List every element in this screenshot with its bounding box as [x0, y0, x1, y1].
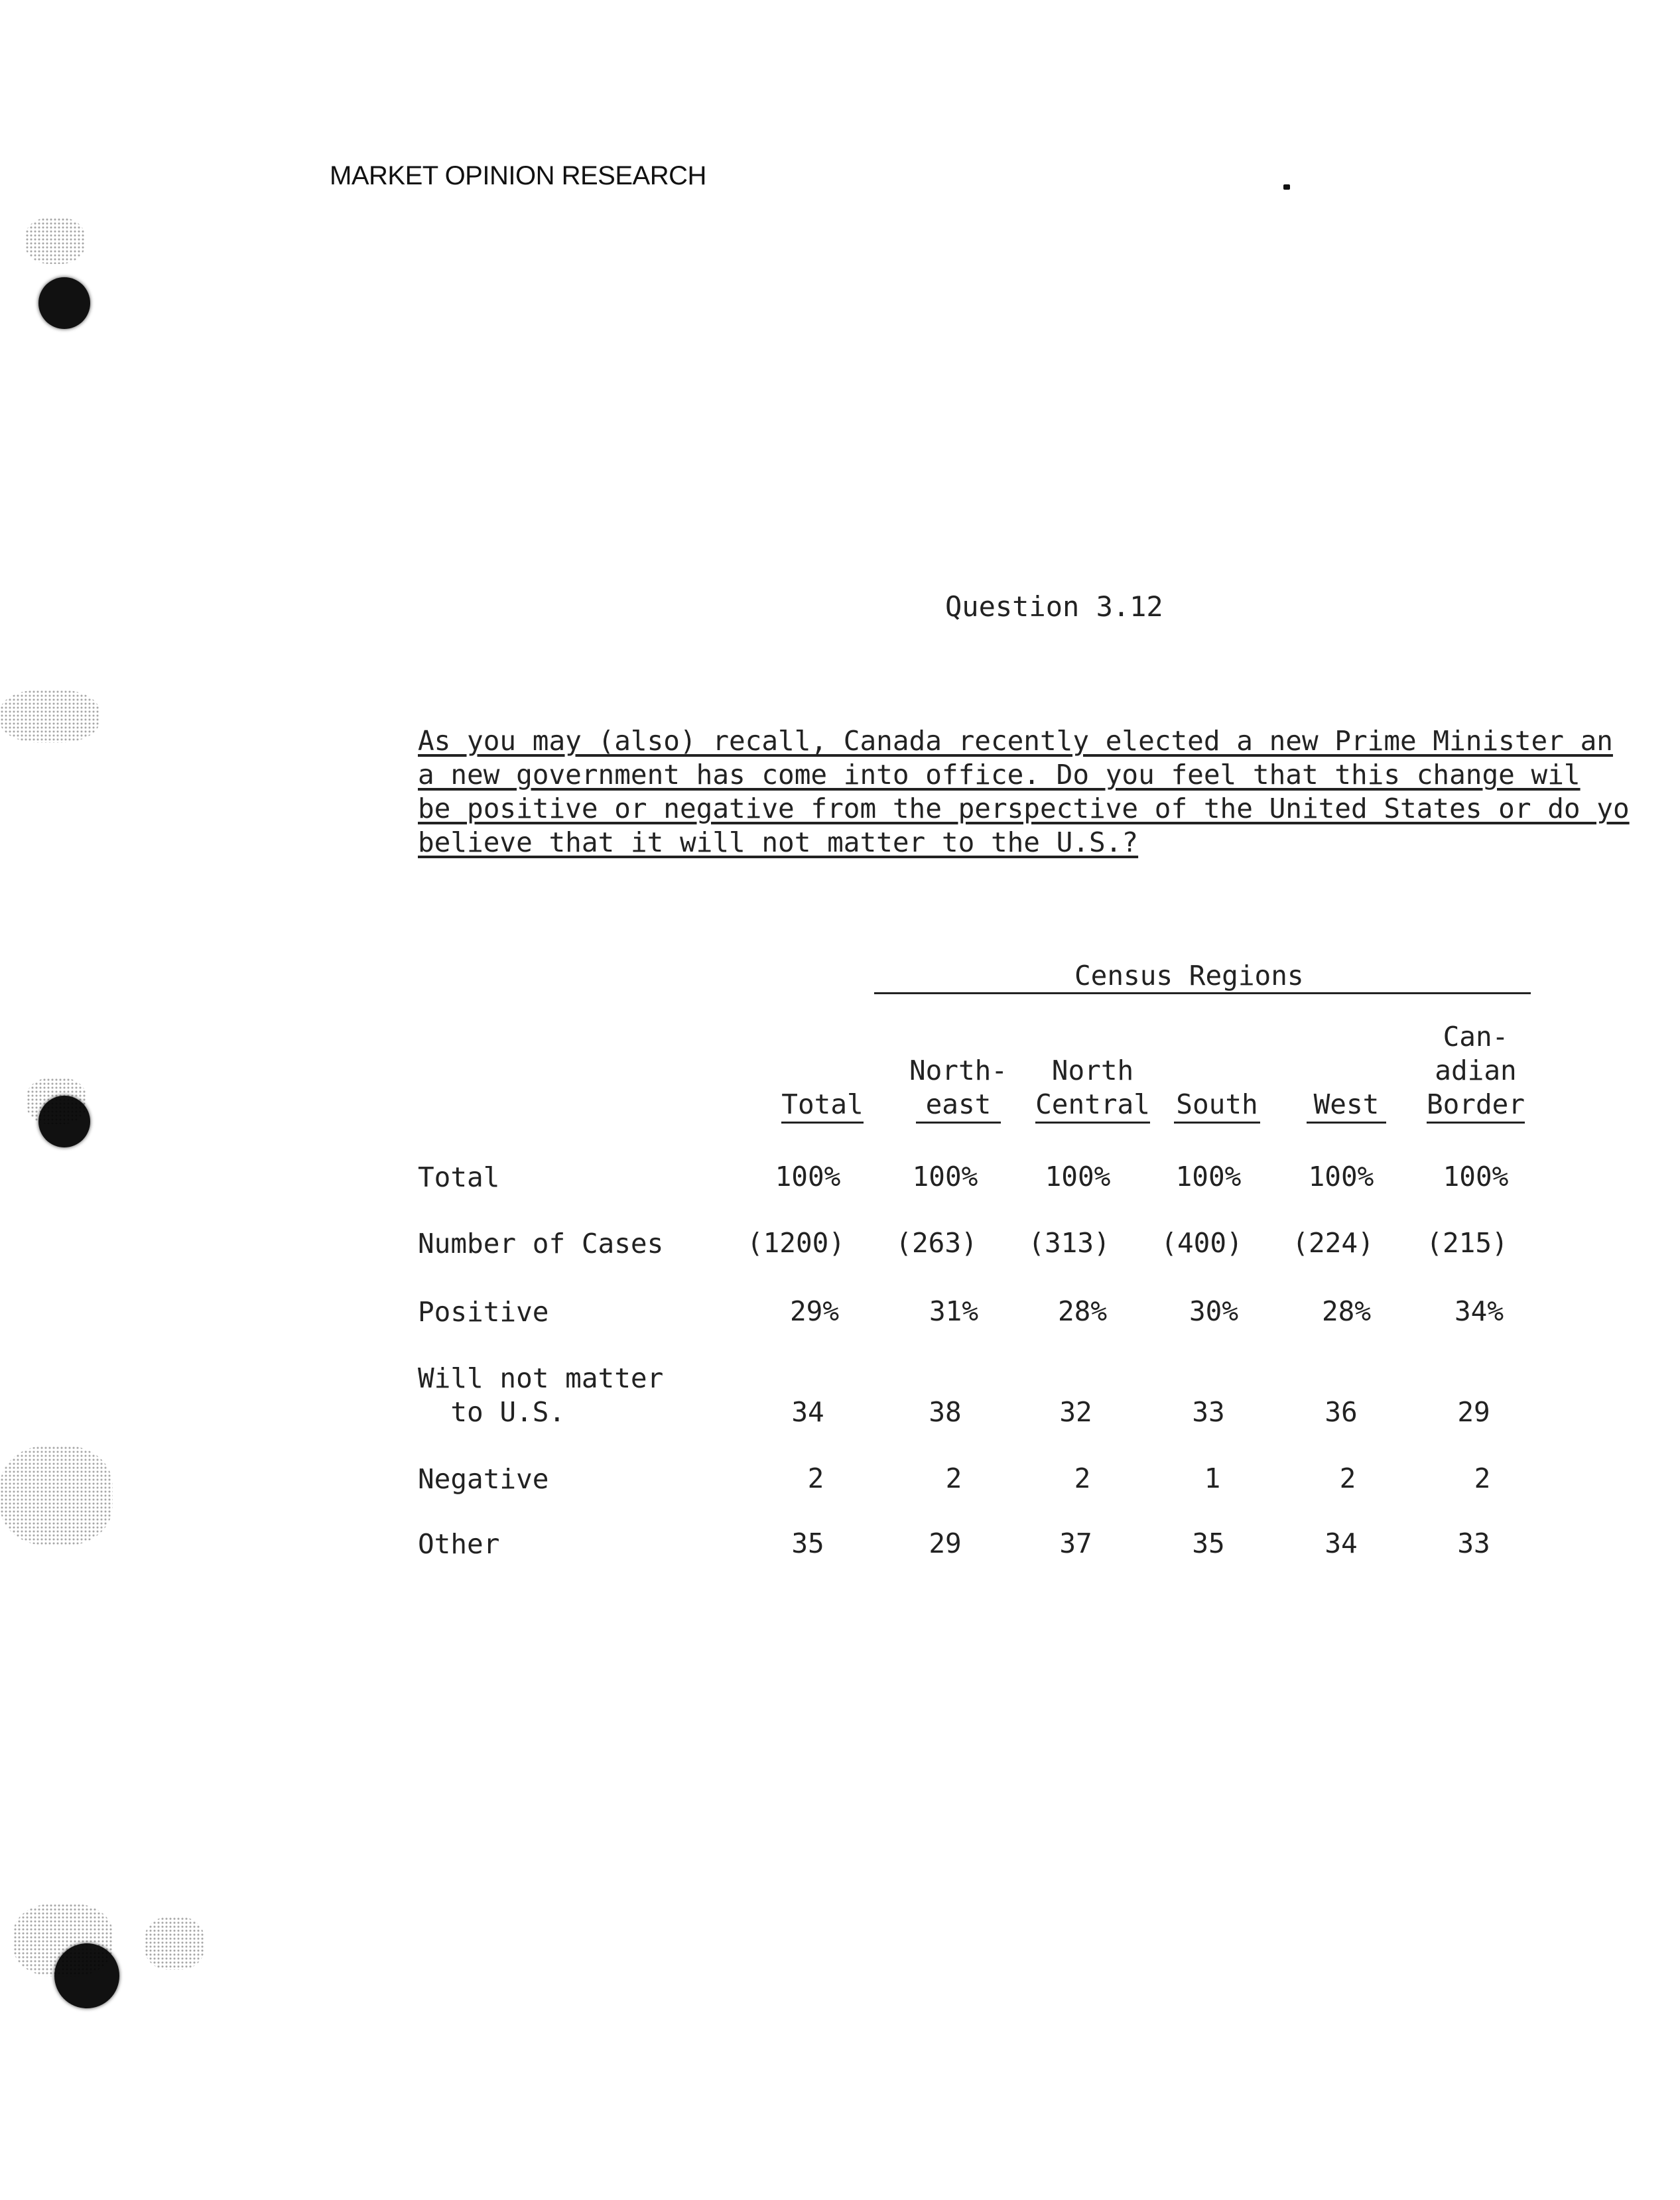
column-header-line: South: [1174, 1088, 1260, 1124]
company-header: MARKET OPINION RESEARCH: [330, 161, 706, 190]
column-header-south: [1151, 1088, 1283, 1124]
table-cell: 28%: [1321, 1295, 1372, 1327]
table-cell: 100%: [912, 1161, 978, 1193]
question-title: Question 3.12: [945, 590, 1163, 623]
row-label-will-not-matter: Will not matter to U.S.: [418, 1362, 664, 1428]
table-cell: 34%: [1454, 1295, 1504, 1327]
census-regions-rule: [874, 992, 1531, 994]
table-cell: 100%: [1308, 1161, 1374, 1193]
table-cell: 28%: [1057, 1295, 1108, 1327]
row-label-negative: Negative: [418, 1463, 549, 1495]
table-cell: 2: [945, 1462, 962, 1494]
scan-noise: [13, 1904, 113, 1976]
column-header-line: Central: [1035, 1088, 1150, 1124]
column-header-line: West: [1307, 1088, 1386, 1124]
table-cell: 30%: [1189, 1295, 1239, 1327]
table-cell: 2: [1474, 1462, 1491, 1494]
scan-speck: [1283, 184, 1290, 190]
table-cell: 34: [791, 1396, 824, 1428]
table-cell: 33: [1192, 1396, 1225, 1428]
table-cell: 100%: [775, 1161, 841, 1193]
scan-speck: [38, 277, 90, 329]
census-regions-header: Census Regions: [1074, 960, 1304, 992]
question-line: a new government has come into office. Do you feel that this change wil: [418, 759, 1581, 791]
table-cell: (224): [1292, 1227, 1374, 1259]
table-cell: 33: [1457, 1527, 1490, 1559]
column-header-north-central: [1021, 1054, 1164, 1124]
table-cell: 100%: [1443, 1161, 1509, 1193]
row-label-total: Total: [418, 1161, 500, 1193]
table-cell: (1200): [746, 1227, 846, 1259]
table-cell: (263): [895, 1227, 978, 1259]
table-cell: 35: [1192, 1527, 1225, 1559]
column-header-canadian-border: [1409, 1020, 1542, 1124]
table-cell: 29%: [789, 1295, 840, 1327]
table-cell: 34: [1325, 1527, 1358, 1559]
scan-noise: [27, 1078, 86, 1124]
scan-noise: [0, 1446, 113, 1545]
row-label-number-of-cases: Number of Cases: [418, 1228, 664, 1260]
column-header-line: North: [1051, 1055, 1134, 1086]
column-header-line: North-: [909, 1055, 1008, 1086]
column-header-total: [756, 1088, 889, 1124]
question-text: [418, 724, 1630, 860]
table-cell: 32: [1059, 1396, 1092, 1428]
scan-noise: [145, 1917, 204, 1970]
scan-noise: [0, 690, 99, 743]
column-header-west: [1280, 1088, 1413, 1124]
table-cell: (215): [1426, 1227, 1508, 1259]
table-cell: 36: [1325, 1396, 1358, 1428]
table-cell: 35: [791, 1527, 824, 1559]
question-line: As you may (also) recall, Canada recently elected a new Prime Minister an: [418, 725, 1613, 757]
column-header-line: Border: [1427, 1088, 1525, 1124]
row-label-positive: Positive: [418, 1296, 549, 1328]
question-line: be positive or negative from the perspective of the United States or do yo: [418, 793, 1630, 824]
column-header-northeast: [892, 1054, 1025, 1124]
table-cell: 37: [1059, 1527, 1092, 1559]
table-cell: 1: [1204, 1462, 1221, 1494]
table-cell: 100%: [1045, 1161, 1111, 1193]
table-cell: 38: [929, 1396, 962, 1428]
scan-noise: [25, 218, 85, 264]
table-cell: 100%: [1175, 1161, 1242, 1193]
table-cell: 31%: [929, 1295, 979, 1327]
table-cell: (400): [1161, 1227, 1243, 1259]
row-label-other: Other: [418, 1528, 500, 1560]
table-cell: (313): [1028, 1227, 1110, 1259]
column-header-line: east: [916, 1088, 1001, 1124]
question-line: believe that it will not matter to the U.S.?: [418, 826, 1139, 858]
column-header-line: adian: [1435, 1055, 1517, 1086]
table-cell: 2: [1074, 1462, 1091, 1494]
table-cell: 2: [807, 1462, 824, 1494]
table-cell: 29: [929, 1527, 962, 1559]
column-header-line: Can-: [1443, 1021, 1509, 1053]
column-header-line: Total: [781, 1088, 863, 1124]
table-cell: 2: [1339, 1462, 1356, 1494]
table-cell: 29: [1457, 1396, 1490, 1428]
